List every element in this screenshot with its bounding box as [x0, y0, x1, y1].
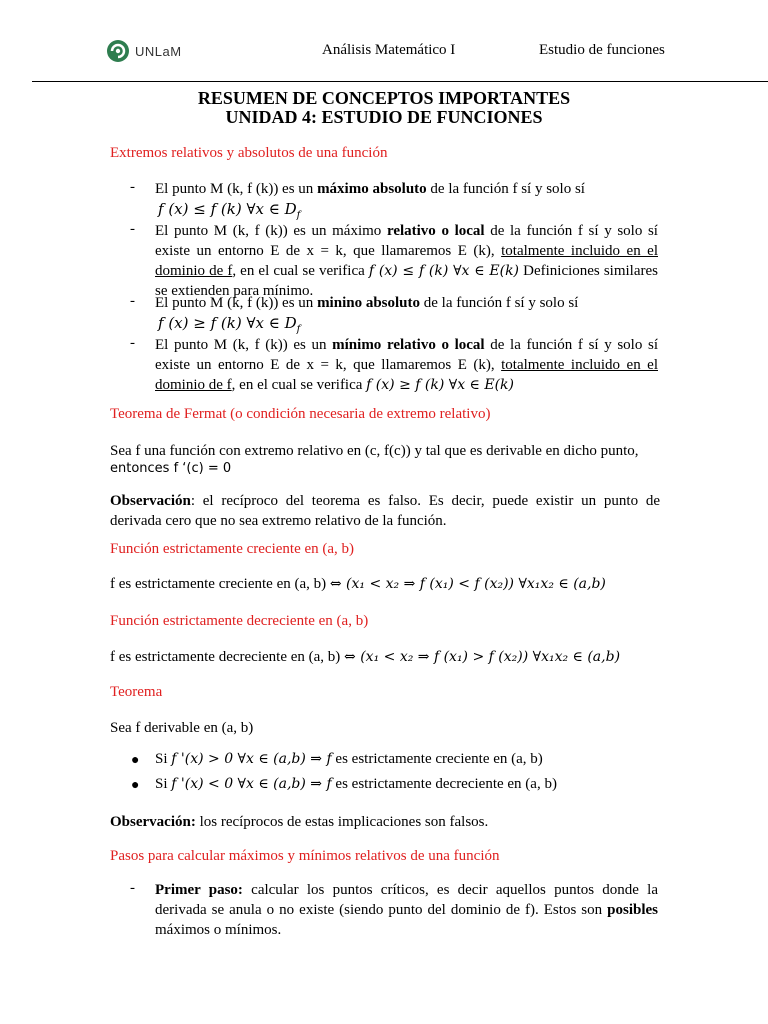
formula: f '(x) > 0 ∀x ∈ (a,b) ⇒ f	[171, 751, 332, 767]
decreciente-definition	[110, 649, 690, 666]
item-bold: minino absoluto	[317, 295, 421, 311]
section-heading-extremos: Extremos relativos y absolutos de una función	[110, 145, 388, 161]
item-text: El punto M (k, f (k)) es un	[155, 337, 333, 353]
teorema-observation	[110, 814, 660, 831]
list-dash: -	[130, 179, 135, 195]
observation-label: Observación:	[110, 814, 196, 830]
section-heading-teorema: Teorema	[110, 684, 163, 700]
header-topic: Estudio de funciones	[539, 42, 665, 58]
section-heading-decreciente: Función estrictamente decreciente en (a, b)	[110, 613, 369, 629]
section-heading-creciente: Función estrictamente creciente en (a, b)	[110, 541, 355, 557]
bullet-text: es estrictamente creciente en (a, b)	[331, 751, 543, 767]
bullet-icon: ●	[131, 778, 140, 793]
formula-subscript: f	[296, 324, 301, 335]
observation-label: Observación	[110, 493, 191, 509]
list-dash: -	[130, 221, 135, 237]
section-heading-fermat: Teorema de Fermat (o condición necesaria de extremo relativo)	[110, 406, 491, 422]
list-item-minimo-relativo	[155, 335, 658, 395]
page-header	[0, 0, 768, 90]
item-text: Definiciones similares se extienden para mínimo.	[155, 263, 658, 299]
list-dash: -	[130, 880, 135, 896]
item-text: El punto M (k, f (k)) es un máximo	[155, 223, 387, 239]
page-title-line2: UNIDAD 4: ESTUDIO DE FUNCIONES	[225, 107, 543, 127]
formula	[158, 200, 301, 221]
list-item-maximo-relativo	[155, 221, 658, 301]
header-course: Análisis Matemático I	[322, 42, 456, 58]
teorema-bullet-decreciente	[155, 776, 675, 793]
formula-subscript: f	[296, 210, 301, 221]
pasos-step1	[155, 880, 658, 940]
list-item-minimo-absoluto	[155, 293, 658, 340]
definition-text: f es estrictamente decreciente en (a, b)	[110, 649, 345, 665]
item-text: de la función f sí y solo sí existe un entorno E de x = k, que llamaremos E (k),	[155, 337, 658, 373]
step-bold: posibles	[607, 902, 658, 918]
list-dash: -	[130, 335, 135, 351]
formula: ⇔ (x₁ < x₂ ⇒ f (x₁) > f (x₂)) ∀x₁x₂ ∈ (a,b)	[344, 649, 621, 665]
step-text: calcular los puntos críticos, es decir aquellos puntos donde la derivada se anula o no existe (siendo punto del dominio de f). Estos son	[155, 882, 659, 918]
formula: f (x) ≤ f (k) ∀x ∈ E(k)	[368, 263, 520, 279]
item-text: de la función f sí y solo sí existe un entorno E de x = k, que llamaremos E (k),	[155, 223, 658, 259]
item-text: de la función f sí y solo sí	[420, 295, 579, 311]
fermat-observation	[110, 491, 660, 531]
formula	[158, 314, 301, 335]
list-item-maximo-absoluto	[155, 179, 658, 226]
bullet-text: es estrictamente decreciente en (a, b)	[331, 776, 557, 792]
item-text: de la función f sí y solo sí	[426, 181, 585, 197]
section-heading-pasos: Pasos para calcular máximos y mínimos relativos de una función	[110, 848, 500, 864]
item-underline: totalmente incluido en el dominio de f	[155, 357, 658, 393]
logo-text: UNLaM	[135, 43, 182, 59]
bullet-icon: ●	[131, 753, 140, 768]
bullet-text: Si	[155, 776, 172, 792]
formula: f (x) ≥ f (k) ∀x ∈ E(k)	[366, 377, 514, 393]
observation-text: : el recíproco del teorema es falso. Es decir, puede existir un punto de derivada cero que no sea extremo relativo de la función.	[110, 493, 660, 529]
formula-text: f (x) ≤ f (k) ∀x ∈ D	[158, 200, 297, 218]
page-title-line1: RESUMEN DE CONCEPTOS IMPORTANTES	[197, 88, 571, 108]
list-dash: -	[130, 293, 135, 309]
formula: ⇔ (x₁ < x₂ ⇒ f (x₁) < f (x₂)) ∀x₁x₂ ∈ (a,b)	[329, 576, 606, 592]
observation-text: los recíprocos de estas implicaciones son falsos.	[195, 814, 489, 830]
item-bold: mínimo relativo o local	[332, 337, 485, 353]
item-underline: totalmente incluido en el dominio de f	[155, 243, 658, 279]
header-divider	[32, 81, 768, 82]
formula-text: f (x) ≥ f (k) ∀x ∈ D	[158, 314, 297, 332]
definition-text: f es estrictamente creciente en (a, b)	[110, 576, 330, 592]
bullet-text: Si	[155, 751, 172, 767]
item-text: , en el cual se verifica	[232, 263, 369, 279]
item-text: El punto M (k, f (k)) es un	[155, 181, 318, 197]
creciente-definition	[110, 576, 690, 593]
step-text: máximos o mínimos.	[155, 922, 282, 938]
teorema-intro: Sea f derivable en (a, b)	[110, 720, 254, 736]
item-bold: relativo o local	[386, 223, 485, 239]
item-bold: máximo absoluto	[317, 181, 427, 197]
fermat-text: Sea f una función con extremo relativo en (c, f(c)) y tal que es derivable en dicho punto,	[110, 443, 639, 459]
item-text: , en el cual se verifica	[231, 377, 367, 393]
teorema-bullet-creciente	[155, 751, 675, 768]
fermat-conclusion: entonces f ‘(c) = 0	[110, 461, 232, 476]
formula: f '(x) < 0 ∀x ∈ (a,b) ⇒ f	[171, 776, 332, 792]
step-label: Primer paso:	[155, 882, 243, 898]
university-logo-icon	[105, 38, 131, 64]
logo	[105, 38, 182, 64]
item-text: El punto M (k, f (k)) es un	[155, 295, 318, 311]
